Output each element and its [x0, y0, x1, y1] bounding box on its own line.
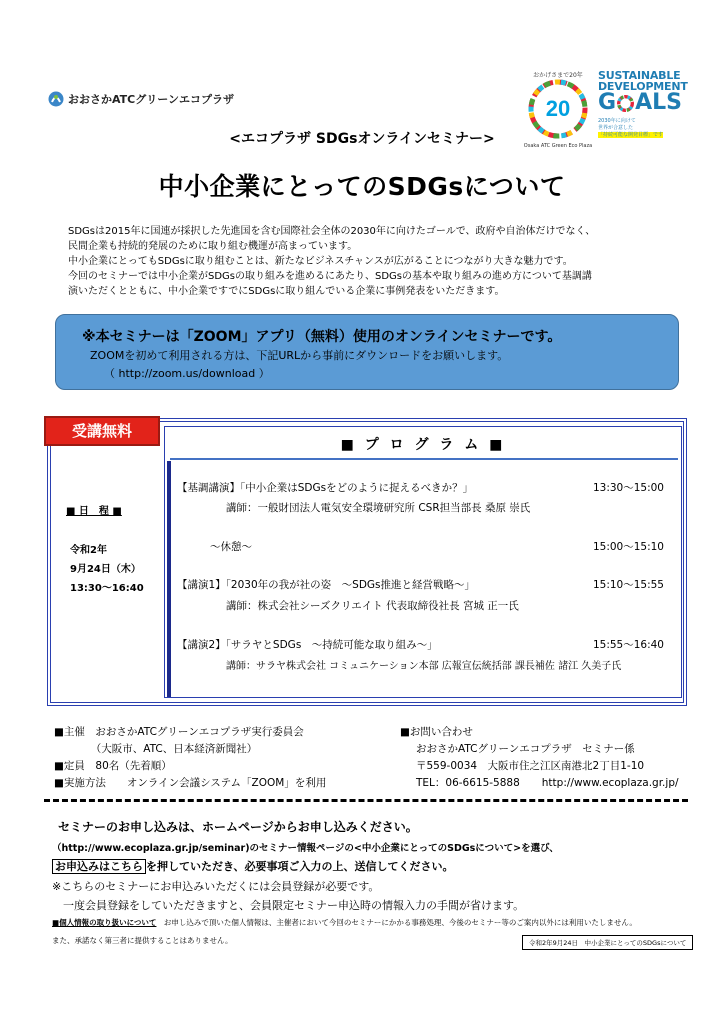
sdgs-logo-letter-g: G — [598, 90, 617, 115]
program-divider — [170, 458, 678, 460]
privacy-notice-2: また、承諾なく第三者に提供することはありません。 — [52, 936, 233, 945]
apply-step-text: を押していただき、必要事項ご入力の上、送信してください。 — [146, 860, 454, 873]
program-item-title: 【講演2】「サラヤとSDGs ～持続可能な取り組み～」 — [177, 639, 438, 651]
program-item-speaker: 講師：一般財団法人電気安全環境研究所 CSR担当部長 桑原 崇氏 — [226, 502, 531, 514]
sdgs-caption-line1: 2030年に向けて — [598, 118, 636, 124]
seminar-subtitle: <エコプラザ SDGsオンラインセミナー> — [229, 131, 495, 147]
schedule-label-text: ■ 日 程 ■ — [66, 506, 122, 517]
organizer-info — [54, 724, 326, 792]
schedule-label — [66, 502, 122, 517]
schedule-time: 13:30～16:40 — [70, 583, 144, 594]
program-vertical-divider — [167, 461, 171, 697]
zoom-download-link[interactable]: （ http://zoom.us/download ） — [104, 367, 270, 380]
zoom-notice-text: ZOOMを初めて利用される方は、下記URLから事前にダウンロードをお願いします。 — [90, 349, 509, 362]
anniversary-caption: Osaka ATC Green Eco Plaza — [523, 143, 593, 149]
program-item-time: 15:55～16:40 — [592, 639, 664, 651]
schedule-date — [70, 541, 144, 598]
contact-url[interactable]: http://www.ecoplaza.gr.jp/ — [541, 777, 679, 789]
sdgs-logo-line3 — [598, 92, 686, 114]
section-divider — [44, 799, 688, 802]
contact-tel: TEL：06-6615-5888 — [416, 777, 520, 789]
program-item-title: 【講演1】「2030年の我が社の姿 ～SDGs推進と経営戦略～」 — [177, 579, 476, 591]
org-logo — [48, 91, 234, 107]
intro-line: SDGsは2015年に国連が採択した先進国を含む国際社会全体の2030年に向けたゴールで、政府や自治体だけでなく、 — [68, 226, 596, 237]
contact-tel-row — [400, 775, 679, 792]
info-organizer: ■主催 おおさかATCグリーンエコプラザ実行委員会 — [54, 726, 304, 738]
program-item-time: 13:30～15:00 — [592, 482, 664, 494]
zoom-notice-box — [55, 314, 679, 390]
program-item-title: 【基調講演】「中小企業はSDGsをどのように捉えるべきか？」 — [177, 482, 474, 494]
svg-text:20: 20 — [545, 96, 571, 121]
membership-benefit: 一度会員登録をしていただきますと、会員限定セミナー申込時の情報入力の手間が省けます。 — [52, 899, 525, 912]
intro-line: 民間企業も持続的発展のために取り組む機運が高まっています。 — [68, 241, 358, 252]
program-break-time: 15:00～15:10 — [592, 541, 664, 553]
apply-heading: セミナーのお申し込みは、ホームページからお申し込みください。 — [58, 820, 418, 834]
sdgs-logo-line1: SUSTAINABLE — [598, 69, 681, 82]
sdgs-logo-line2: DEVELOPMENT — [598, 80, 688, 93]
apply-step — [52, 858, 454, 874]
intro-line: 今回のセミナーでは中小企業がSDGsの取り組みを進めるにあたり、SDGsの基本や取り組みの進め方について基調講 — [68, 271, 592, 282]
sdgs-caption-highlight: 「持続可能な開発目標」です — [598, 132, 664, 138]
program-break-label: ～休憩～ — [210, 541, 252, 553]
sdgs-logo-letters-als: ALS — [635, 90, 682, 115]
schedule-day: 9月24日（木） — [70, 564, 141, 575]
page-title: 中小企業にとってのSDGsについて — [158, 172, 566, 201]
sdgs-wheel-icon — [617, 95, 634, 112]
info-capacity: ■定員 80名（先着順） — [54, 760, 172, 772]
contact-heading: ■お問い合わせ — [400, 726, 473, 738]
apply-here-button[interactable]: お申込みはこちら — [52, 859, 146, 874]
contact-name: おおさかATCグリーンエコプラザ セミナー係 — [416, 743, 635, 755]
privacy-link[interactable]: ■個人情報の取り扱いについて — [52, 918, 157, 927]
info-organizer-members: （大阪市、ATC、日本経済新聞社） — [54, 743, 258, 755]
eco-plaza-logo-icon — [48, 91, 64, 107]
schedule-year: 令和2年 — [70, 545, 107, 556]
anniversary-tagline: おかげさまで20年 — [533, 72, 583, 79]
footer-tag: 令和2年9月24日 中小企業にとってのSDGsについて — [522, 935, 693, 950]
privacy-text: お申し込みで頂いた個人情報は、主催者において今回のセミナーにかかる事務処理、今後のセミナー等のご案内以外には利用いたしません。 — [156, 918, 637, 927]
org-logo-text: おおさかATCグリーンエコプラザ — [68, 93, 235, 106]
intro-line: 中小企業にとってもSDGsに取り組むことは、新たなビジネスチャンスが広がることにつながり大きな魅力です。 — [68, 256, 573, 267]
program-item-time: 15:10～15:55 — [592, 579, 664, 591]
sdgs-caption-line2: 世界が合意した — [598, 125, 634, 131]
membership-note: ※こちらのセミナーにお申込みいただくには会員登録が必要です。 — [52, 880, 380, 893]
privacy-notice — [52, 917, 637, 928]
zoom-notice-heading: ※本セミナーは「ZOOM」アプリ（無料）使用のオンラインセミナーです。 — [82, 329, 562, 345]
program-item-speaker: 講師：サラヤ株式会社 コミュニケーション本部 広報宣伝統括部 課長補佐 諸江 久美子氏 — [226, 661, 622, 672]
apply-instructions: （http://www.ecoplaza.gr.jp/seminar)のセミナー情報ページの<中小企業にとってのSDGsについて>を選び、 — [52, 843, 559, 854]
contact-info — [400, 724, 679, 792]
program-item-speaker: 講師：株式会社シーズクリエイト 代表取締役社長 宮城 正一氏 — [226, 600, 519, 612]
info-method: ■実施方法 オンライン会議システム「ZOOM」を利用 — [54, 777, 327, 789]
free-admission-badge: 受講無料 — [44, 416, 160, 446]
program-heading: ■ プ ロ グ ラ ム ■ — [340, 437, 506, 453]
intro-text — [68, 224, 678, 299]
contact-address: 〒559-0034 大阪市住之江区南港北2丁目1-10 — [416, 760, 645, 772]
intro-line: 演いただくとともに、中小企業ですでにSDGsに取り組んでいる企業に事例発表をいただきます。 — [68, 286, 505, 297]
